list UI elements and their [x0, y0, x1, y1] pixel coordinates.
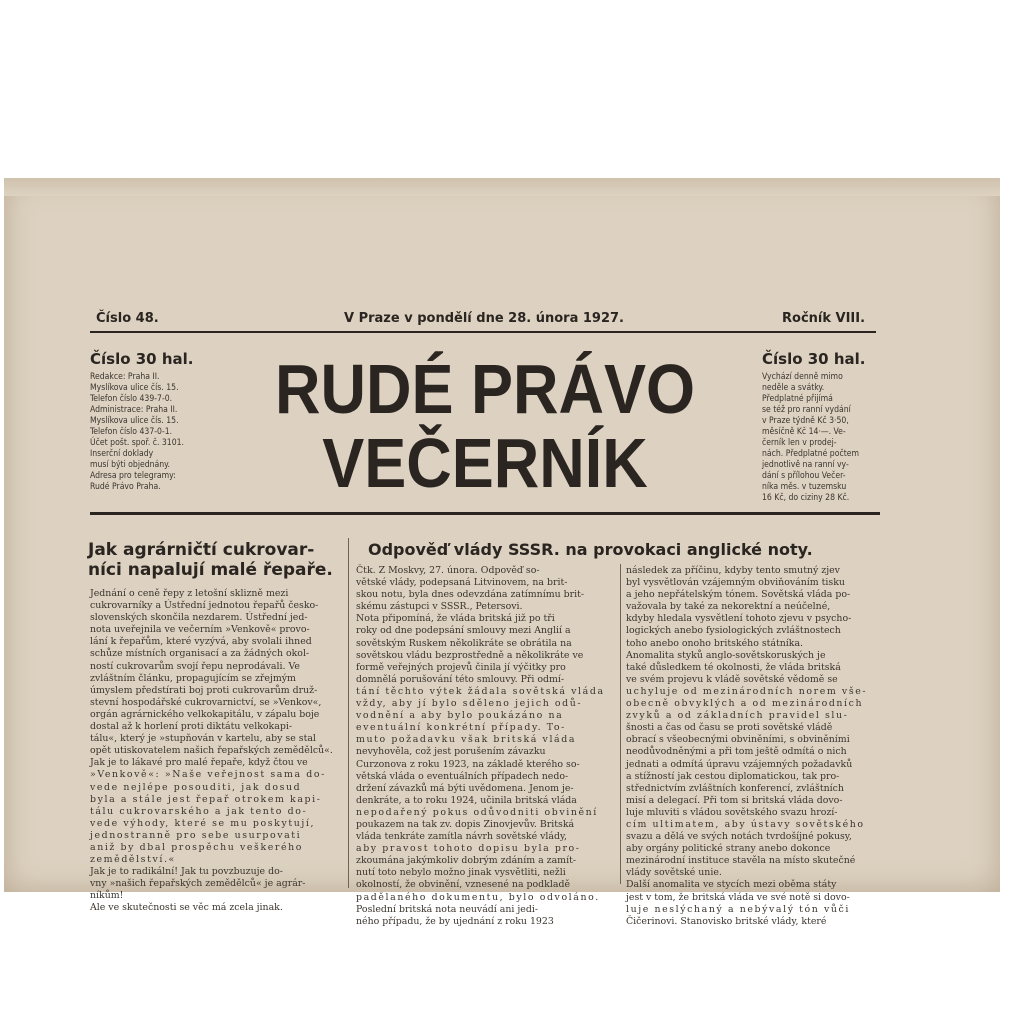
info-line: Administrace: Praha II.	[90, 405, 178, 415]
left-article-body	[90, 588, 340, 915]
article-line: lání k řepařům, které vyzývá, aby svolali ihned	[90, 636, 312, 648]
article-line: vlády sovětské unie.	[626, 867, 722, 879]
info-line: Telefon číslo 437-0-1.	[90, 427, 173, 437]
article-line: a jeho nepřátelským tónem. Sovětská vláda po-	[626, 589, 851, 601]
article-line: dostal až k horlení proti diktátu velkokapi-	[90, 721, 292, 733]
article-line: větská vláda o eventuálních případech nedo-	[356, 770, 569, 782]
article-line: kdyby hledala vysvětlení tohoto zjevu v psycho-	[626, 613, 852, 625]
article-line: zkoumána jakýmkoliv dobrým zdáním a zamít-	[356, 855, 577, 867]
article-line: ve svém projevu k vládě sovětské vědomě se	[626, 673, 838, 685]
article-line: vždy, aby jí bylo sděleno jejich odů-	[356, 698, 583, 710]
masthead-title-line1: RUDÉ PRÁVO	[274, 350, 696, 428]
article-line: jednati a odmítá úpravu vzájemných požadavků	[626, 758, 853, 770]
article-line: poukazem na tak zv. dopis Zinovjevův. Britská	[356, 818, 575, 830]
article-line: vodnění a aby bylo poukázáno na	[356, 710, 564, 722]
article-line: domnělá porušování této smlouvy. Při odmí-	[356, 673, 565, 685]
article-line: tálu cukrovarského a jak tento do-	[90, 805, 308, 817]
masthead-rule	[90, 512, 880, 515]
article-line: cukrovarníky a Ústřední jednotou řepařů česko-	[90, 600, 319, 612]
info-line: nách. Předplatné počtem	[762, 449, 860, 459]
article-line: zemědělství.«	[90, 854, 176, 866]
article-line: Poslední britská nota neuvádí ani jedi-	[356, 903, 538, 915]
article-line: tání těchto výtek žádala sovětská vláda	[356, 685, 605, 697]
article-line: ností cukrovarům svojí řepu neprodávali. Ve	[90, 660, 300, 672]
issue-number: Číslo 48.	[96, 311, 159, 326]
article-line: zvláštním článku, propagujícím se zřejmým	[90, 672, 296, 684]
article-line: okolností, že obvinění, vznesené na podkladě	[356, 879, 570, 891]
article-line: denkráte, a to roku 1924, učinila britská vláda	[356, 794, 577, 806]
info-line: Předplatné přijímá	[762, 394, 833, 404]
info-line: musí býti objednány.	[90, 460, 170, 470]
right-article-column-1	[356, 565, 614, 928]
article-line: svazu a dělá ve svých notách tvrdošíjné pokusy,	[626, 831, 852, 843]
article-line: toho anebo onoho britského státníka.	[626, 637, 804, 649]
info-line: neděle a svátky.	[762, 383, 825, 393]
article-line: luje mluviti s vládou sovětského svazu hrozí-	[626, 806, 838, 818]
article-line: opět utiskovatelem našich řepařských zemědělců«.	[90, 745, 333, 757]
article-line: Jak je to radikální! Jak tu povzbuzuje do-	[90, 866, 283, 878]
article-line: ného případu, že by ujednání z roku 1923	[356, 915, 554, 927]
article-line: aby orgány politické strany anebo dokonce	[626, 843, 831, 855]
column-divider	[348, 538, 349, 888]
article-line: sovětským Ruskem několikráte se obrátila na	[356, 637, 572, 649]
column-divider-2	[620, 564, 621, 884]
article-line: tálu«, který je »stupňován v kartelu, aby se stal	[90, 733, 316, 745]
article-line: jest v tom, že britská vláda ve své notě si dovo-	[626, 891, 850, 903]
info-line: v Praze týdně Kč 3·50,	[762, 416, 849, 426]
article-line: mezinárodní instituce stavěla na místo skutečné	[626, 855, 856, 867]
right-article-column-2	[626, 565, 888, 928]
article-line: úmyslem předstírati boj proti cukrovarům druž-	[90, 684, 318, 696]
info-line: dání s přílohou Večer-	[762, 471, 846, 481]
article-line: Čičerinovi. Stanovisko britské vlády, které	[626, 915, 827, 927]
masthead-title-line2: VEČERNÍK	[322, 424, 648, 502]
article-line: šnosti a čas od času se proti sovětské vládě	[626, 722, 833, 734]
article-line: také důsledkem té okolnosti, že vláda britská	[626, 661, 841, 673]
article-line: važovala by také za nekorektní a neúčelné,	[626, 601, 831, 613]
article-line: stevní hospodářské cukrovarnictví, se »Venkov«,	[90, 696, 322, 708]
article-line: muto požadavku však britská vláda	[356, 734, 577, 746]
info-line: Redakce: Praha II.	[90, 372, 160, 382]
newspaper-page	[4, 178, 1000, 927]
info-line: Myslíkova ulice čís. 15.	[90, 383, 179, 393]
article-line: orgán agrárnického velkokapitálu, v zápalu boje	[90, 708, 320, 720]
article-line: Další anomalita ve stycích mezi oběma státy	[626, 879, 837, 891]
article-line: větské vlády, podepsaná Litvinovem, na brit-	[356, 577, 568, 589]
article-line: střednictvím zvláštních konferencí, zvláštních	[626, 782, 844, 794]
info-line: černík len v prodej-	[762, 438, 837, 448]
article-line: následek za příčinu, kdyby tento smutný zjev	[626, 565, 840, 576]
info-line: se též pro ranní vydání	[762, 405, 851, 415]
article-line: Čtk. Z Moskvy, 27. února. Odpověď so-	[356, 565, 540, 576]
article-line: skou notu, byla dnes odevzdána zatímnímu brit-	[356, 589, 585, 601]
article-line: skému zástupci v SSSR., Petersovi.	[356, 601, 523, 613]
left-headline-line2: níci napalují malé řepaře.	[88, 560, 333, 580]
info-line: Adresa pro telegramy:	[90, 471, 176, 481]
article-line: obrací s všeobecnými obviněními, s obviněními	[626, 734, 850, 746]
article-line: jednostranně pro sebe usurpovati	[90, 829, 302, 841]
price-right: Číslo 30 hal.	[762, 350, 866, 368]
article-line: nepodařený pokus odůvodniti obvinění	[356, 806, 598, 818]
info-line: měsíčně Kč 14·—. Ve-	[762, 427, 846, 437]
article-line: Anomalita styků anglo-sovětskoruských je	[626, 649, 826, 661]
article-line: nota uveřejnila ve večerním »Venkově« provo-	[90, 624, 310, 636]
info-line: Rudé Právo Praha.	[90, 482, 161, 492]
article-line: obecně obvyklých a od mezinárodních	[626, 698, 864, 710]
article-line: »Venkově«: »Naše veřejnost sama do-	[90, 769, 326, 781]
article-line: zvyků a od základních pravidel slu-	[626, 710, 849, 722]
article-line: Ale ve skutečnosti se věc má zcela jinak.	[90, 902, 283, 914]
date-line: V Praze v pondělí dne 28. února 1927.	[344, 311, 624, 326]
header-rule	[90, 331, 876, 333]
info-line: jednotlivě na ranní vy-	[762, 460, 849, 470]
article-line: a stížností jak cestou diplomatickou, tak pro-	[626, 770, 840, 782]
info-line: Myslíkova ulice čís. 15.	[90, 416, 179, 426]
left-headline-line1: Jak agrárničtí cukrovar-	[88, 540, 315, 560]
article-line: níkům!	[90, 890, 124, 902]
article-line: formě veřejných projevů činila jí výčitky pro	[356, 661, 566, 673]
article-line: vede nejlépe posouditi, jak dosud	[90, 781, 302, 793]
article-line: Nota připomíná, že vláda britská již po tři	[356, 613, 555, 625]
volume-number: Ročník VIII.	[782, 311, 866, 326]
article-line: Jednání o ceně řepy z letošní sklizně mezi	[90, 588, 289, 599]
info-line: Telefon číslo 439-7-0.	[90, 394, 173, 404]
subscription-info	[762, 372, 882, 504]
article-line: vny »našich řepařských zemědělců« je agrár-	[90, 878, 306, 890]
article-line: nevyhověla, což jest porušením závazku	[356, 746, 546, 758]
article-line: slovenských skončila nezdarem. Ústřední jed-	[90, 612, 308, 624]
info-line: Vychází denně mimo	[762, 372, 843, 382]
article-line: nutí toto nebylo možno jinak vysvětliti, nežli	[356, 867, 566, 879]
article-line: vede výhody, které se mu poskytují,	[90, 817, 316, 829]
info-line: níka měs. v tuzemsku	[762, 482, 847, 492]
info-line: 16 Kč, do ciziny 28 Kč.	[762, 493, 850, 503]
info-line: Inserční doklady	[90, 449, 154, 459]
article-line: neodůvodněnými a při tom ještě odmítá o nich	[626, 746, 847, 758]
article-line: držení závazků má býti uvědomena. Jenom je-	[356, 782, 574, 794]
article-line: Jak je to lákavé pro malé řepaře, když čtou ve	[90, 757, 308, 769]
article-line: aniž by dbal prospěchu veškerého	[90, 841, 303, 853]
article-line: padělaného dokumentu, bylo odvoláno.	[356, 891, 600, 903]
article-line: eventuální konkrétní případy. To-	[356, 722, 566, 734]
info-line: Účet pošt. spoř. č. 3101.	[90, 438, 185, 448]
article-line: schůze místních organisací a za žádných okol-	[90, 648, 310, 660]
price-left: Číslo 30 hal.	[90, 350, 194, 368]
right-headline: Odpověď vlády SSSR. na provokaci anglické noty.	[368, 540, 813, 559]
article-line: luje neslýchaný a nebývalý tón vůči	[626, 903, 850, 915]
article-line: logických anebo fysiologických zvláštnostech	[626, 625, 841, 637]
article-line: vláda tenkráte zamítla návrh sovětské vlády,	[356, 831, 568, 843]
article-line: sovětskou vládu bezprostředně a několikráte ve	[356, 649, 584, 661]
editorial-info	[90, 372, 210, 493]
article-line: roky od dne podepsání smlouvy mezi Anglií a	[356, 625, 571, 637]
article-line: byla a stále jest řepař otrokem kapi-	[90, 793, 322, 805]
article-line: misí a delegací. Při tom si britská vláda dovo-	[626, 794, 843, 806]
article-line: uchyluje od mezinárodních norem vše-	[626, 685, 868, 697]
article-line: cím ultimatem, aby ústavy sovětského	[626, 818, 865, 830]
article-line: Curzonova z roku 1923, na základě kterého so-	[356, 758, 580, 770]
article-line: byl vysvětlován vzájemným obviňováním tisku	[626, 577, 845, 589]
article-line: aby pravost tohoto dopisu byla pro-	[356, 843, 581, 855]
